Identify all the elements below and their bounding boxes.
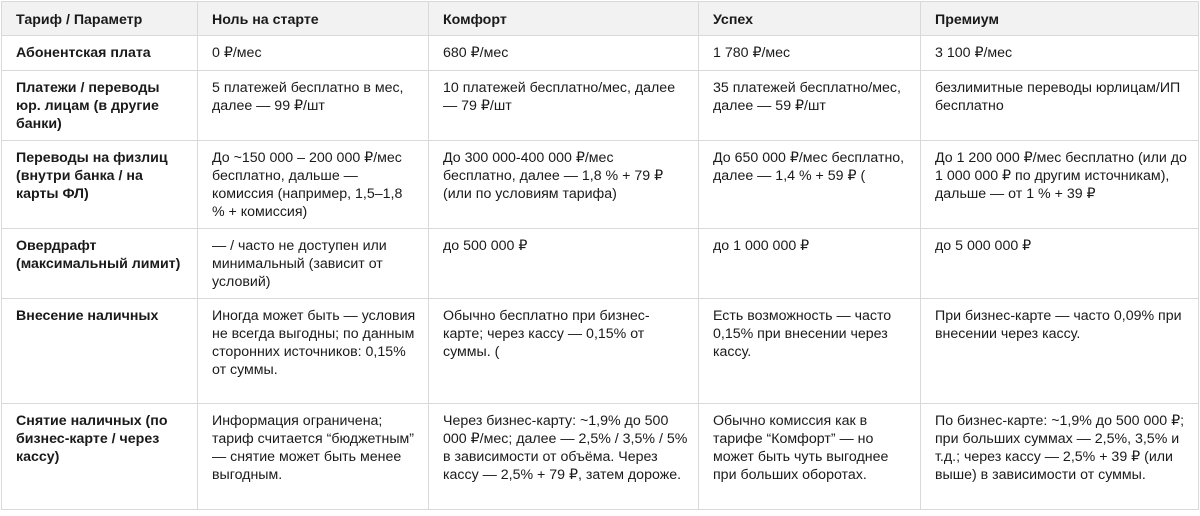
table-row [2,141,1199,229]
table-cell: До 1 200 000 ₽/мес бесплатно (или до 1 000 000 ₽ по другим источникам), дальше — от 1 % + 39 ₽ [921,141,1199,229]
table-row [2,36,1199,71]
table-cell: 5 платежей бесплатно в мес, далее — 99 ₽/шт [198,71,429,141]
row-label: Снятие наличных (по бизнес-карте / через кассу) [2,404,198,510]
row-label: Внесение наличных [2,299,198,404]
table-cell: до 500 000 ₽ [429,229,699,299]
header-row [2,2,1199,36]
header-tariff-zero: Ноль на старте [198,2,429,36]
table-cell: 1 780 ₽/мес [699,36,921,71]
table-cell: До ~150 000 – 200 000 ₽/мес бесплатно, дальше — комиссия (например, 1,5–1,8 % + комиссия) [198,141,429,229]
row-label: Овердрафт (максимальный лимит) [2,229,198,299]
table-cell: Есть возможность — часто 0,15% при внесении через кассу. [699,299,921,404]
table-cell: До 300 000-400 000 ₽/мес бесплатно, далее — 1,8 % + 79 ₽ (или по условиям тарифа) [429,141,699,229]
table-cell: 680 ₽/мес [429,36,699,71]
tariff-comparison-table [1,1,1199,510]
table-cell: По бизнес-карте: ~1,9% до 500 000 ₽; при больших суммах — 2,5%, 3,5% и т.д.; через кассу — 2,5% + 39 ₽ (или выше) в зависимости от суммы. [921,404,1199,510]
table-row [2,404,1199,510]
header-tariff-premium: Премиум [921,2,1199,36]
table-cell: Обычно комиссия как в тарифе “Комфорт” — но может быть чуть выгоднее при больших оборотах. [699,404,921,510]
table-cell: Информация ограничена; тариф считается “бюджетным” — снятие может быть менее выгодным. [198,404,429,510]
table-row [2,71,1199,141]
table-cell: 0 ₽/мес [198,36,429,71]
table-cell: Иногда может быть — условия не всегда выгодны; по данным сторонних источников: 0,15% от суммы. [198,299,429,404]
table-row [2,299,1199,404]
table-cell: До 650 000 ₽/мес бесплатно, далее — 1,4 % + 59 ₽ ( [699,141,921,229]
header-tariff-success: Успех [699,2,921,36]
row-label: Абонентская плата [2,36,198,71]
row-label: Переводы на физлиц (внутри банка / на карты ФЛ) [2,141,198,229]
table-cell: — / часто не доступен или минимальный (зависит от условий) [198,229,429,299]
table-cell: до 5 000 000 ₽ [921,229,1199,299]
table-cell: до 1 000 000 ₽ [699,229,921,299]
table-cell: Через бизнес-карту: ~1,9% до 500 000 ₽/мес; далее — 2,5% / 3,5% / 5% в зависимости от объёма. Через кассу — 2,5% + 79 ₽, затем дороже. [429,404,699,510]
table-cell: 3 100 ₽/мес [921,36,1199,71]
table-cell: безлимитные переводы юрлицам/ИП бесплатно [921,71,1199,141]
table-cell: 10 платежей бесплатно/мес, далее — 79 ₽/шт [429,71,699,141]
row-label: Платежи / переводы юр. лицам (в другие банки) [2,71,198,141]
table-cell: При бизнес-карте — часто 0,09% при внесении через кассу. [921,299,1199,404]
header-parameter: Тариф / Параметр [2,2,198,36]
table-cell: Обычно бесплатно при бизнес-карте; через кассу — 0,15% от суммы. ( [429,299,699,404]
header-tariff-comfort: Комфорт [429,2,699,36]
table-cell: 35 платежей бесплатно/мес, далее — 59 ₽/шт [699,71,921,141]
table-row [2,229,1199,299]
